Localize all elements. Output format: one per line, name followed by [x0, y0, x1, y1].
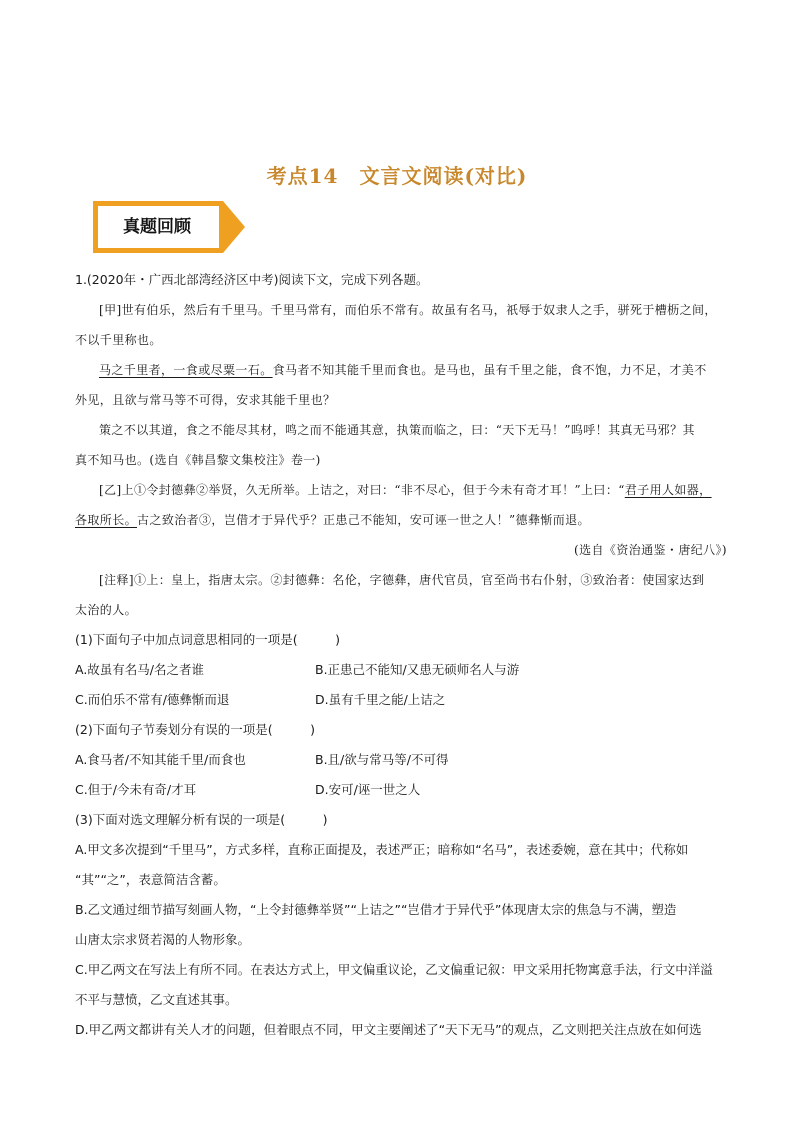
underlined-sentence: 君子用人如器，	[624, 483, 712, 497]
underlined-sentence: 各取所长。	[75, 513, 138, 527]
passage-jia-p2	[75, 355, 727, 385]
question-content	[75, 265, 727, 1045]
q3-option-c: C.甲乙两文在写法上有所不同。在表达方式上，甲文偏重议论，乙文偏重记叙：甲文采用托物寓意手法，行文中洋溢	[75, 962, 713, 977]
underlined-sentence: 马之千里者，一食或尽粟一石。	[99, 363, 273, 377]
passage-yi-p1-cont	[75, 505, 727, 535]
q3-stem: (3)下面对选文理解分析有误的一项是( )	[75, 812, 328, 827]
passage-jia-p1-cont: 不以千里称也。	[75, 333, 162, 347]
q3-option-b-cont: 山唐太宗求贤若渴的人物形象。	[75, 932, 251, 947]
annotation: [注释]①上：皇上，指唐太宗。②封德彝：名伦，字德彝，唐代官员，官至尚书右仆射，③致治者：使国家达到	[99, 573, 705, 587]
q3-option-a-cont: “其”“之”，表意简洁含蓄。	[75, 872, 226, 887]
q1-stem: (1)下面句子中加点词意思相同的一项是( )	[75, 632, 340, 647]
section-badge	[93, 201, 245, 253]
q1-option-c: C.而伯乐不常有/德彝惭而退	[75, 692, 230, 707]
q2-option-b: B.且/欲与常马等/不可得	[315, 752, 449, 767]
passage-text: 食马者不知其能千里而食也。是马也，虽有千里之能，食不饱，力不足，才美不	[272, 363, 707, 377]
annotation-cont: 太治的人。	[75, 603, 138, 617]
q3-option-c-cont: 不平与慧愤，乙文直述其事。	[75, 992, 238, 1007]
q1-options-row-1	[75, 655, 727, 685]
question-intro: 1.(2020年・广西北部湾经济区中考)阅读下文，完成下列各题。	[75, 272, 429, 287]
q3-option-b: B.乙文通过细节描写刻画人物，“上令封德彝举贤”“上诘之”“岂借才于异代乎”体现唐太宗的焦急与不满，塑造	[75, 902, 677, 917]
passage-jia-p3-cont: 真不知马也。(选自《韩昌黎文集校注》卷一)	[75, 453, 321, 467]
passage-yi-p1	[75, 475, 727, 505]
q2-option-c: C.但于/今未有奇/才耳	[75, 782, 197, 797]
passage-jia-p2-cont: 外见，且欲与常马等不可得，安求其能千里也？	[75, 393, 336, 407]
q1-option-b: B.正患己不能知/又患无硕师名人与游	[315, 662, 520, 677]
page-title: 考点14 文言文阅读(对比)	[266, 164, 528, 188]
q2-stem: (2)下面句子节奏划分有误的一项是( )	[75, 722, 315, 737]
q3-option-a: A.甲文多次提到“千里马”，方式多样，直称正面提及，表述严正；暗称如“名马”，表述委婉，意在其中；代称如	[75, 842, 689, 857]
q2-option-d: D.安可/诬一世之人	[315, 782, 421, 797]
passage-jia-p1: [甲]世有伯乐，然后有千里马。千里马常有，而伯乐不常有。故虽有名马，祇辱于奴隶人之手，骈死于槽枥之间，	[99, 303, 717, 317]
q2-options-row-1	[75, 745, 727, 775]
badge-label: 真题回顾	[123, 217, 191, 237]
q1-options-row-2	[75, 685, 727, 715]
q2-option-a: A.食马者/不知其能千里/而食也	[75, 752, 246, 767]
passage-text: 古之致治者③，岂借才于异代乎？正患己不能知，安可诬一世之人！”德彝惭而退。	[137, 513, 590, 527]
q1-option-a: A.故虽有名马/名之者谁	[75, 662, 205, 677]
q1-option-d: D.虽有千里之能/上诘之	[315, 692, 446, 707]
passage-yi-source: (选自《资治通鉴・唐纪八》)	[574, 543, 727, 557]
passage-jia-p3: 策之不以其道，食之不能尽其材，鸣之而不能通其意，执策而临之，曰：“天下无马！”呜呼！其真无马邪？其	[99, 423, 695, 437]
q3-option-d: D.甲乙两文都讲有关人才的问题，但着眼点不同，甲文主要阐述了“天下无马”的观点，乙文则把关注点放在如何选	[75, 1022, 702, 1037]
q2-options-row-2	[75, 775, 727, 805]
passage-text: [乙]上①令封德彝②举贤，久无所举。上诘之，对曰：“非不尽心，但于今未有奇才耳！”上曰：“	[99, 483, 625, 497]
